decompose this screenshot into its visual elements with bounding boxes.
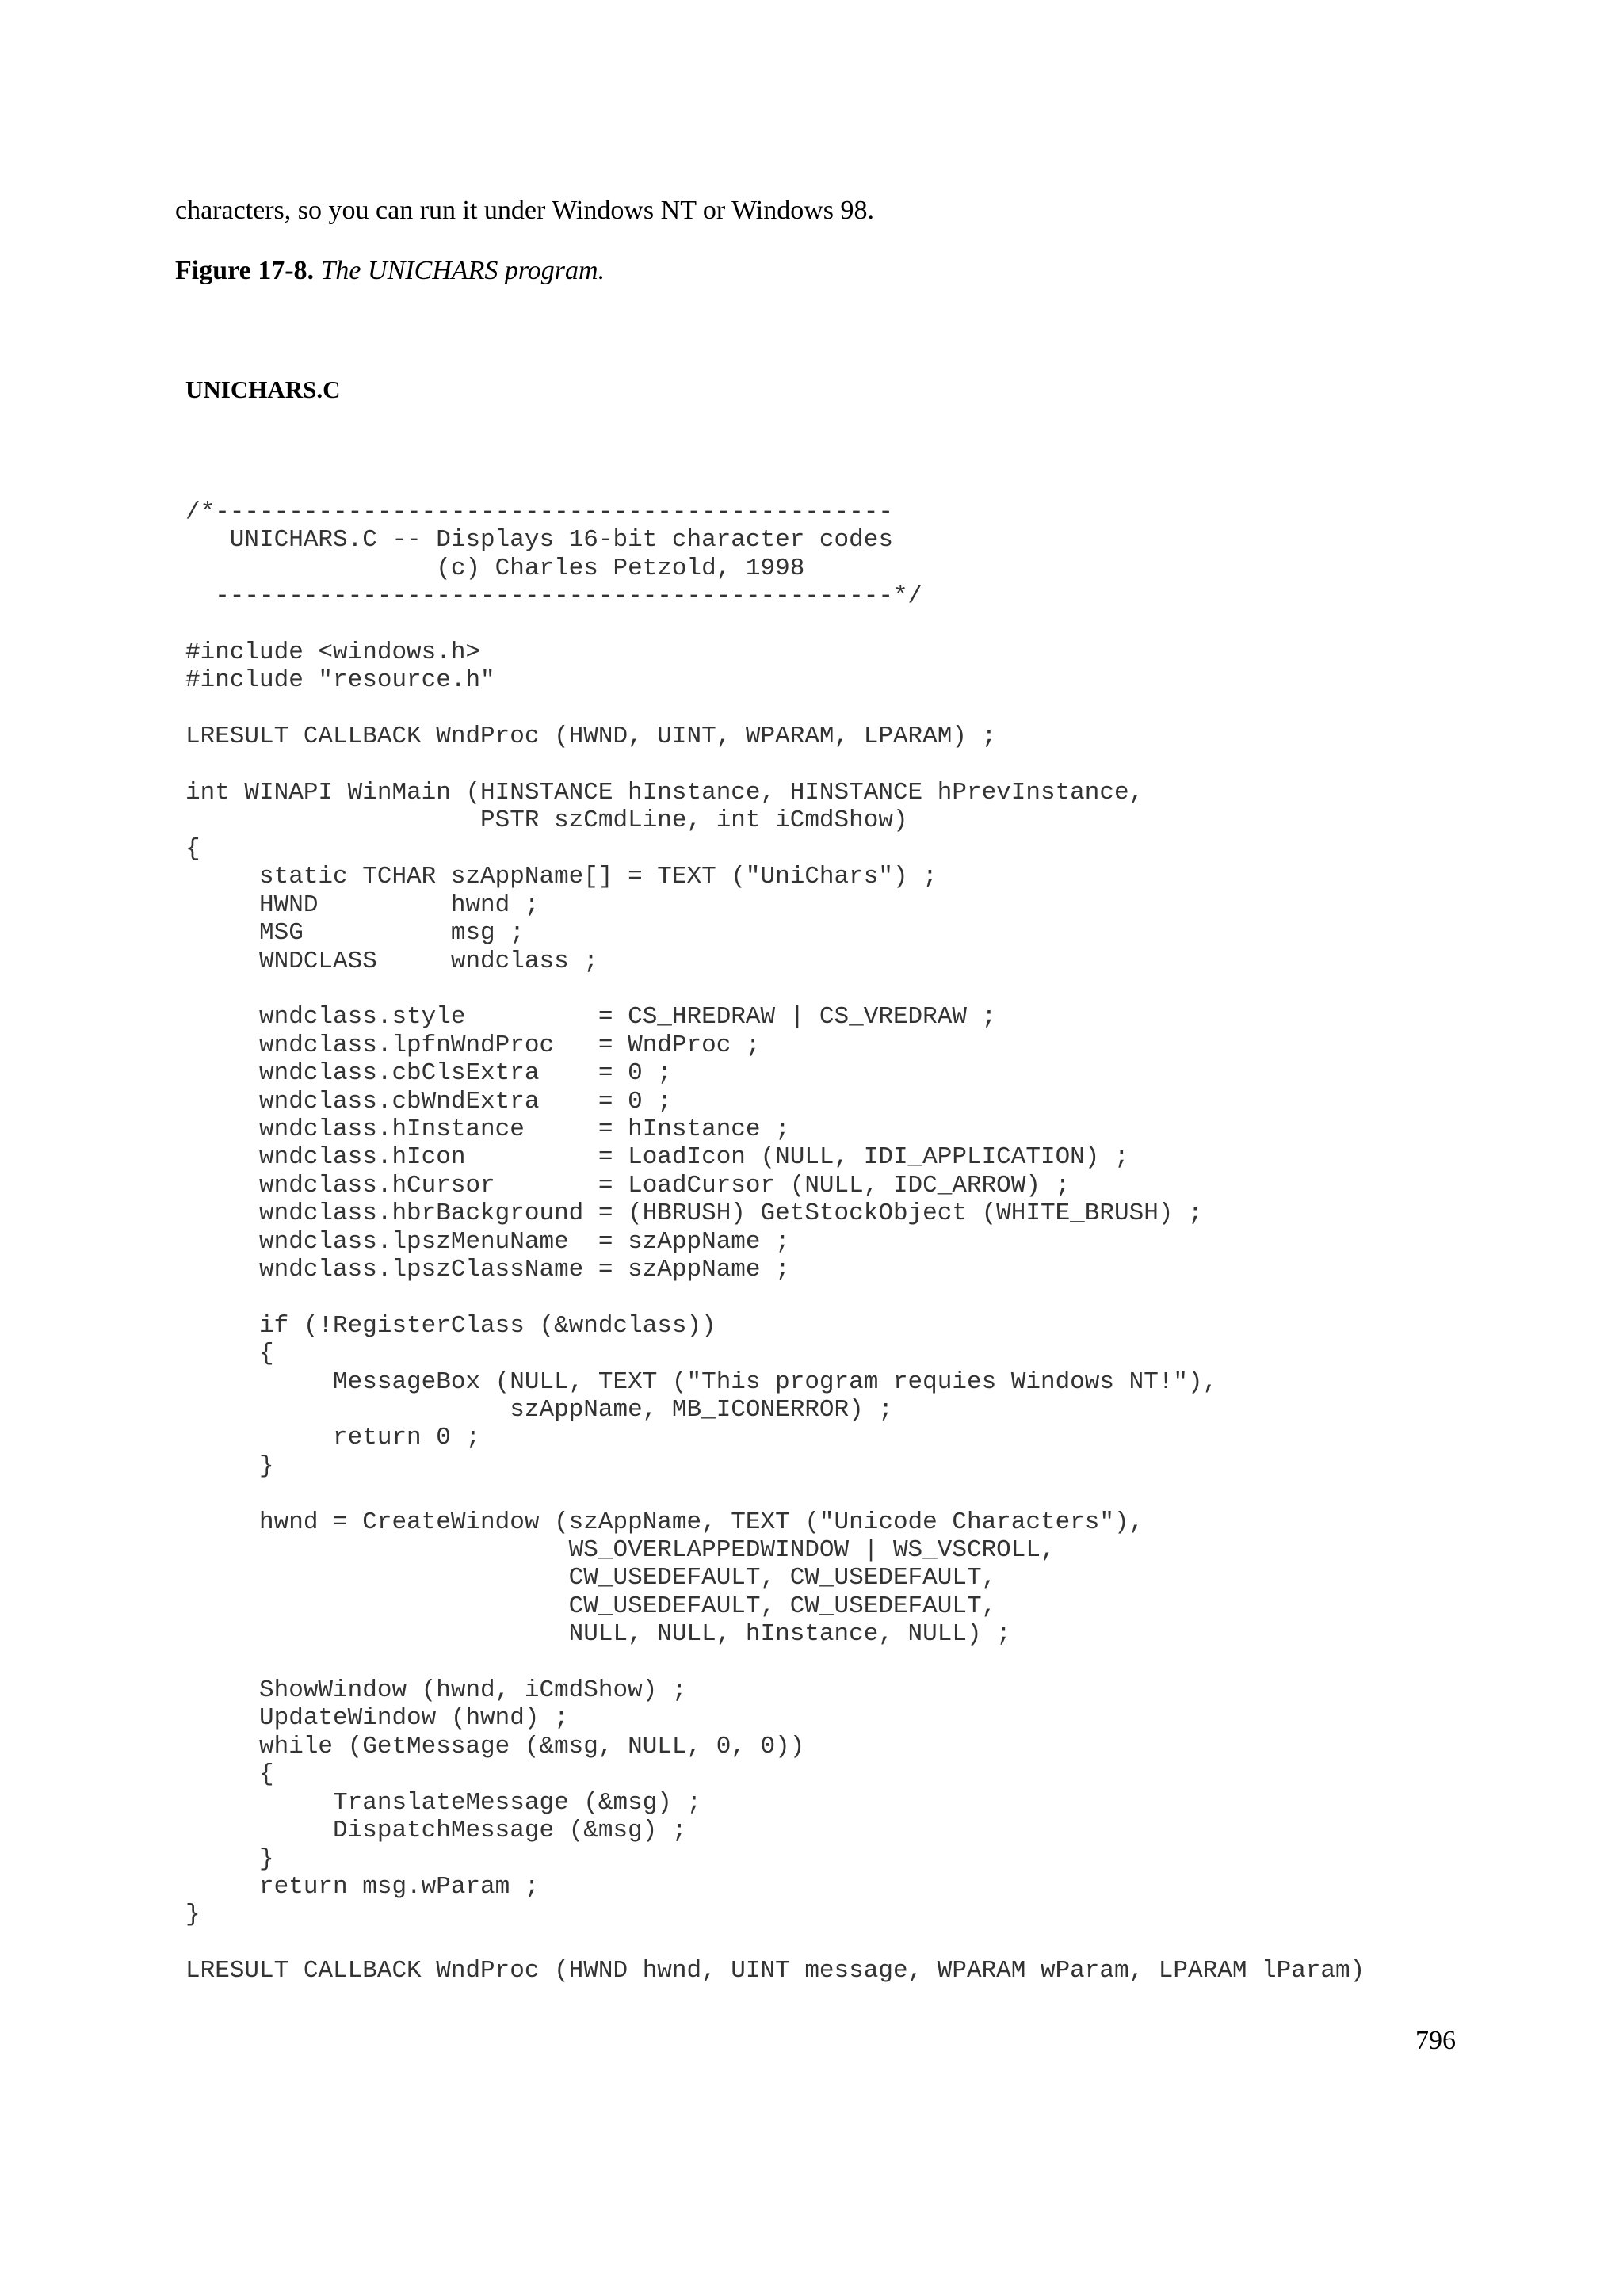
code-line: #include <windows.h> — [185, 639, 481, 667]
code-line: NULL, NULL, hInstance, NULL) ; — [185, 1620, 1011, 1649]
code-line: /*---------------------------------------------- — [185, 498, 893, 526]
code-line: } — [185, 1901, 200, 1929]
code-line: #include "resource.h" — [185, 666, 495, 695]
figure-caption — [175, 255, 605, 287]
code-line: (c) Charles Petzold, 1998 — [185, 554, 805, 582]
code-line: MessageBox (NULL, TEXT ("This program requies Windows NT!"), — [185, 1367, 1218, 1396]
code-line: static TCHAR szAppName[] = TEXT ("UniChars") ; — [185, 863, 938, 891]
code-line: CW_USEDEFAULT, CW_USEDEFAULT, — [185, 1592, 997, 1620]
code-line: wndclass.lpszClassName = szAppName ; — [185, 1255, 790, 1283]
code-line: hwnd = CreateWindow (szAppName, TEXT ("Unicode Characters"), — [185, 1508, 1144, 1536]
code-line: UNICHARS.C -- Displays 16-bit character codes — [185, 526, 893, 555]
code-line: DispatchMessage (&msg) ; — [185, 1817, 687, 1845]
code-line: CW_USEDEFAULT, CW_USEDEFAULT, — [185, 1564, 997, 1592]
code-line: wndclass.hIcon = LoadIcon (NULL, IDI_APPLICATION) ; — [185, 1143, 1129, 1172]
code-line: WS_OVERLAPPEDWINDOW | WS_VSCROLL, — [185, 1536, 1056, 1565]
code-line: wndclass.lpfnWndProc = WndProc ; — [185, 1031, 761, 1059]
code-line: UpdateWindow (hwnd) ; — [185, 1704, 569, 1733]
code-listing — [185, 498, 1365, 1985]
code-line: } — [185, 1844, 274, 1873]
code-line: wndclass.hInstance = hInstance ; — [185, 1115, 790, 1143]
code-line: LRESULT CALLBACK WndProc (HWND, UINT, WPARAM, LPARAM) ; — [185, 723, 997, 751]
code-line: wndclass.hCursor = LoadCursor (NULL, IDC_ARROW) ; — [185, 1171, 1071, 1199]
code-line: return msg.wParam ; — [185, 1872, 540, 1901]
body-paragraph: characters, so you can run it under Windows NT or Windows 98. — [175, 196, 875, 225]
code-line: if (!RegisterClass (&wndclass)) — [185, 1311, 716, 1340]
code-line: LRESULT CALLBACK WndProc (HWND hwnd, UINT message, WPARAM wParam, LPARAM lParam) — [185, 1957, 1365, 1985]
code-line: wndclass.style = CS_HREDRAW | CS_VREDRAW ; — [185, 1003, 997, 1032]
code-line: TranslateMessage (&msg) ; — [185, 1788, 702, 1817]
figure-number: Figure 17-8. — [175, 256, 315, 285]
code-line: wndclass.cbClsExtra = 0 ; — [185, 1059, 672, 1088]
code-line: } — [185, 1451, 274, 1480]
code-line: { — [185, 834, 200, 863]
code-line: HWND hwnd ; — [185, 891, 540, 919]
code-line: { — [185, 1340, 274, 1368]
code-line: return 0 ; — [185, 1424, 481, 1452]
code-line: PSTR szCmdLine, int iCmdShow) — [185, 807, 908, 835]
page-number: 796 — [1415, 2026, 1456, 2055]
code-line: int WINAPI WinMain (HINSTANCE hInstance, HINSTANCE hPrevInstance, — [185, 779, 1144, 807]
code-line: { — [185, 1760, 274, 1789]
code-line: WNDCLASS wndclass ; — [185, 947, 598, 975]
code-line: szAppName, MB_ICONERROR) ; — [185, 1396, 893, 1424]
code-line: wndclass.hbrBackground = (HBRUSH) GetStockObject (WHITE_BRUSH) ; — [185, 1199, 1203, 1228]
code-line: wndclass.cbWndExtra = 0 ; — [185, 1087, 672, 1116]
code-line: ----------------------------------------------*/ — [185, 582, 923, 611]
code-line: ShowWindow (hwnd, iCmdShow) ; — [185, 1676, 687, 1705]
figure-title: The UNICHARS program. — [320, 256, 605, 285]
code-line: MSG msg ; — [185, 919, 525, 948]
code-line: while (GetMessage (&msg, NULL, 0, 0)) — [185, 1732, 805, 1760]
code-file-heading: UNICHARS.C — [185, 376, 341, 403]
code-line: wndclass.lpszMenuName = szAppName ; — [185, 1227, 790, 1256]
